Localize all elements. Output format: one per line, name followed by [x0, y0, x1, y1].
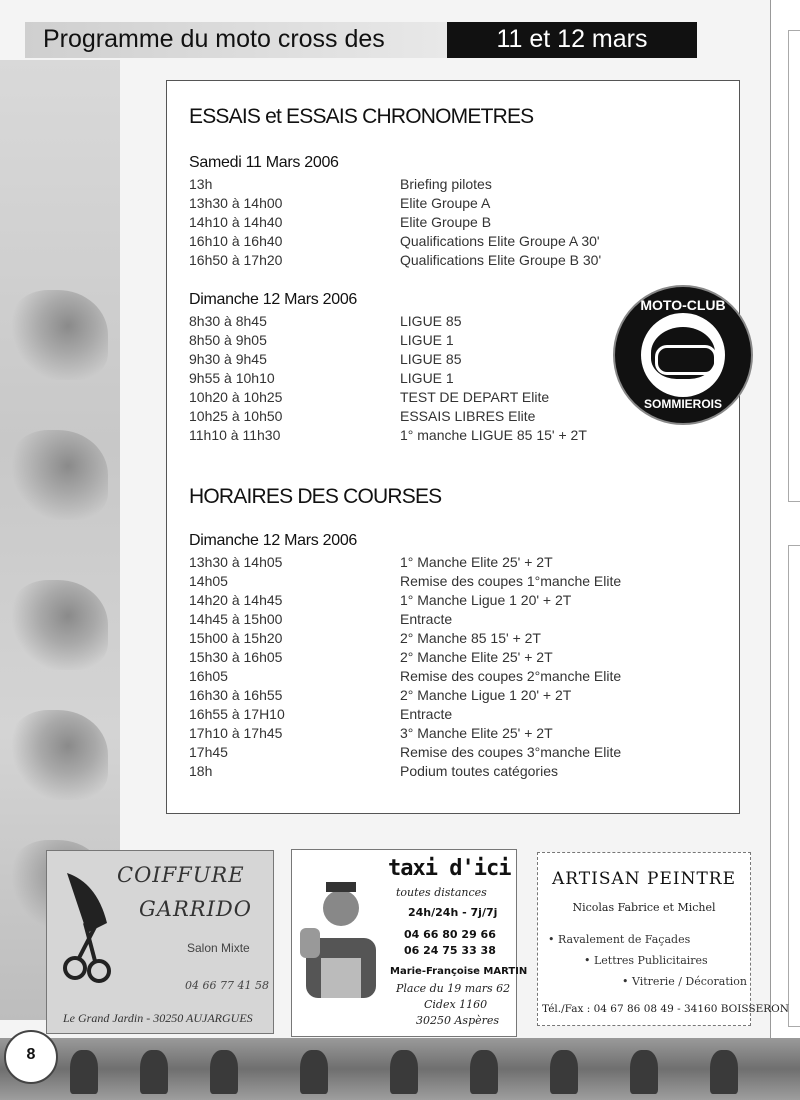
schedule-row — [189, 706, 719, 725]
schedule-row — [189, 592, 719, 611]
ad-coiffure-garrido — [46, 850, 274, 1034]
schedule-row — [189, 611, 719, 630]
taxi-cartoon-icon — [296, 868, 386, 1018]
taxi-phone-2: 06 24 75 33 38 — [404, 944, 496, 957]
schedule-time: 14h05 — [189, 573, 228, 589]
page-number-badge — [4, 1030, 58, 1084]
schedule-time: 15h30 à 16h05 — [189, 649, 283, 665]
courses-day-heading: Dimanche 12 Mars 2006 — [189, 532, 358, 549]
schedule-event: LIGUE 1 — [400, 332, 454, 348]
schedule-event: 2° Manche Elite 25' + 2T — [400, 649, 553, 665]
coiffure-phone: 04 66 77 41 58 — [185, 979, 269, 992]
ad-artisan-peintre — [537, 852, 789, 1026]
peintre-names: Nicolas Fabrice et Michel — [572, 901, 716, 914]
schedule-time: 16h50 à 17h20 — [189, 252, 283, 268]
schedule-time: 10h25 à 10h50 — [189, 408, 283, 424]
peintre-title: ARTISAN PEINTRE — [551, 869, 737, 889]
courses-title: HORAIRES DES COURSES — [189, 485, 442, 508]
schedule-event: Entracte — [400, 611, 453, 627]
peintre-contact: Tél./Fax : 04 67 86 08 49 - 34160 BOISSERON — [542, 1003, 789, 1015]
schedule-event: Qualifications Elite Groupe B 30' — [400, 252, 602, 268]
schedule-row — [189, 630, 719, 649]
page-header — [25, 22, 697, 58]
rider-silhouette — [8, 430, 108, 520]
essais-title: ESSAIS et ESSAIS CHRONOMETRES — [189, 105, 534, 128]
taxi-owner: Marie-Françoise MARTIN — [390, 966, 528, 977]
schedule-time: 13h30 à 14h05 — [189, 554, 283, 570]
schedule-row — [189, 687, 719, 706]
schedule-row — [189, 176, 719, 195]
adjacent-page-frame — [788, 30, 800, 502]
logo-text-bottom: SOMMIEROIS — [643, 397, 722, 411]
rider-silhouette — [390, 1050, 418, 1094]
schedule-event: Elite Groupe A — [400, 195, 491, 211]
bottom-riders-photo — [0, 1038, 800, 1100]
schedule-event: Qualifications Elite Groupe A 30' — [400, 233, 600, 249]
page-number: 8 — [26, 1046, 36, 1063]
peintre-service-1: • Ravalement de Façades — [548, 933, 691, 946]
rider-silhouette — [140, 1050, 168, 1094]
schedule-event: 2° Manche 85 15' + 2T — [400, 630, 541, 646]
schedule-row — [189, 573, 719, 592]
schedule-row — [189, 649, 719, 668]
samedi-heading: Samedi 11 Mars 2006 — [189, 154, 339, 171]
schedule-event: Podium toutes catégories — [400, 763, 558, 779]
logo-text-top: MOTO-CLUB — [640, 297, 726, 313]
taxi-tagline: toutes distances — [396, 886, 487, 899]
rider-silhouette — [210, 1050, 238, 1094]
dimanche-heading: Dimanche 12 Mars 2006 — [189, 291, 358, 308]
adjacent-page-frame — [788, 545, 800, 1027]
moto-club-logo — [613, 285, 753, 425]
schedule-event: Remise des coupes 1°manche Elite — [400, 573, 622, 589]
schedule-row — [189, 668, 719, 687]
schedule-event: LIGUE 85 — [400, 351, 462, 367]
schedule-event: TEST DE DEPART Elite — [400, 389, 550, 405]
schedule-time: 11h10 à 11h30 — [189, 427, 281, 443]
taxi-hours: 24h/24h - 7j/7j — [408, 906, 498, 919]
schedule-time: 16h30 à 16h55 — [189, 687, 283, 703]
header-date: 11 et 12 mars — [496, 25, 648, 53]
coiffure-subtitle: Salon Mixte — [187, 941, 250, 955]
schedule-event: LIGUE 1 — [400, 370, 454, 386]
schedule-time: 13h30 à 14h00 — [189, 195, 283, 211]
taxi-address-3: 30250 Aspères — [416, 1014, 500, 1027]
schedule-time: 14h20 à 14h45 — [189, 592, 283, 608]
schedule-time: 9h55 à 10h10 — [189, 370, 275, 386]
schedule-time: 14h45 à 15h00 — [189, 611, 283, 627]
schedule-time: 16h05 — [189, 668, 228, 684]
schedule-time: 8h50 à 9h05 — [189, 332, 267, 348]
scissors-icon — [57, 863, 117, 993]
schedule-event: 3° Manche Elite 25' + 2T — [400, 725, 553, 741]
schedule-time: 17h45 — [189, 744, 228, 760]
coiffure-address: Le Grand Jardin - 30250 AUJARGUES — [63, 1011, 253, 1025]
motorbike-icon — [655, 345, 717, 375]
schedule-time: 8h30 à 8h45 — [189, 313, 267, 329]
schedule-event: 1° manche LIGUE 85 15' + 2T — [400, 427, 587, 443]
schedule-event: Briefing pilotes — [400, 176, 492, 192]
rider-silhouette — [550, 1050, 578, 1094]
schedule-time: 13h — [189, 176, 213, 192]
header-date-box — [447, 22, 697, 58]
schedule-row — [189, 554, 719, 573]
schedule-box — [166, 80, 740, 814]
rider-silhouette — [70, 1050, 98, 1094]
schedule-time: 16h55 à 17H10 — [189, 706, 285, 722]
taxi-phone-1: 04 66 80 29 66 — [404, 928, 496, 941]
schedule-row — [189, 725, 719, 744]
schedule-time: 14h10 à 14h40 — [189, 214, 283, 230]
schedule-time: 16h10 à 16h40 — [189, 233, 283, 249]
peintre-service-2: • Lettres Publicitaires — [584, 954, 708, 967]
rider-silhouette — [8, 580, 108, 670]
schedule-event: 2° Manche Ligue 1 20' + 2T — [400, 687, 572, 703]
schedule-row — [189, 233, 719, 252]
schedule-event: Remise des coupes 2°manche Elite — [400, 668, 622, 684]
schedule-event: 1° Manche Ligue 1 20' + 2T — [400, 592, 572, 608]
schedule-row — [189, 763, 719, 782]
schedule-row — [189, 214, 719, 233]
schedule-event: Elite Groupe B — [400, 214, 492, 230]
schedule-time: 18h — [189, 763, 213, 779]
schedule-row — [189, 427, 719, 446]
taxi-address-2: Cidex 1160 — [424, 998, 488, 1011]
schedule-row — [189, 195, 719, 214]
ad-taxi-dici — [291, 849, 528, 1037]
schedule-event: LIGUE 85 — [400, 313, 462, 329]
coiffure-name-line1: COIFFURE — [117, 863, 245, 887]
header-title: Programme du moto cross des — [43, 25, 385, 53]
schedule-time: 17h10 à 17h45 — [189, 725, 283, 741]
schedule-event: Entracte — [400, 706, 453, 722]
schedule-time: 15h00 à 15h20 — [189, 630, 283, 646]
peintre-service-3: • Vitrerie / Décoration — [622, 975, 748, 988]
schedule-event: Remise des coupes 3°manche Elite — [400, 744, 622, 760]
rider-silhouette — [710, 1050, 738, 1094]
rider-silhouette — [8, 290, 108, 380]
schedule-event: 1° Manche Elite 25' + 2T — [400, 554, 553, 570]
rider-silhouette — [8, 710, 108, 800]
schedule-time: 10h20 à 10h25 — [189, 389, 283, 405]
schedule-row — [189, 252, 719, 271]
header-title-box — [25, 22, 447, 58]
rider-silhouette — [630, 1050, 658, 1094]
schedule-event: ESSAIS LIBRES Elite — [400, 408, 536, 424]
schedule-time: 9h30 à 9h45 — [189, 351, 267, 367]
coiffure-name-line2: GARRIDO — [139, 897, 252, 921]
rider-silhouette — [470, 1050, 498, 1094]
taxi-address-1: Place du 19 mars 62 — [396, 982, 511, 995]
schedule-row — [189, 744, 719, 763]
taxi-title: taxi d'ici — [388, 856, 511, 881]
rider-silhouette — [300, 1050, 328, 1094]
